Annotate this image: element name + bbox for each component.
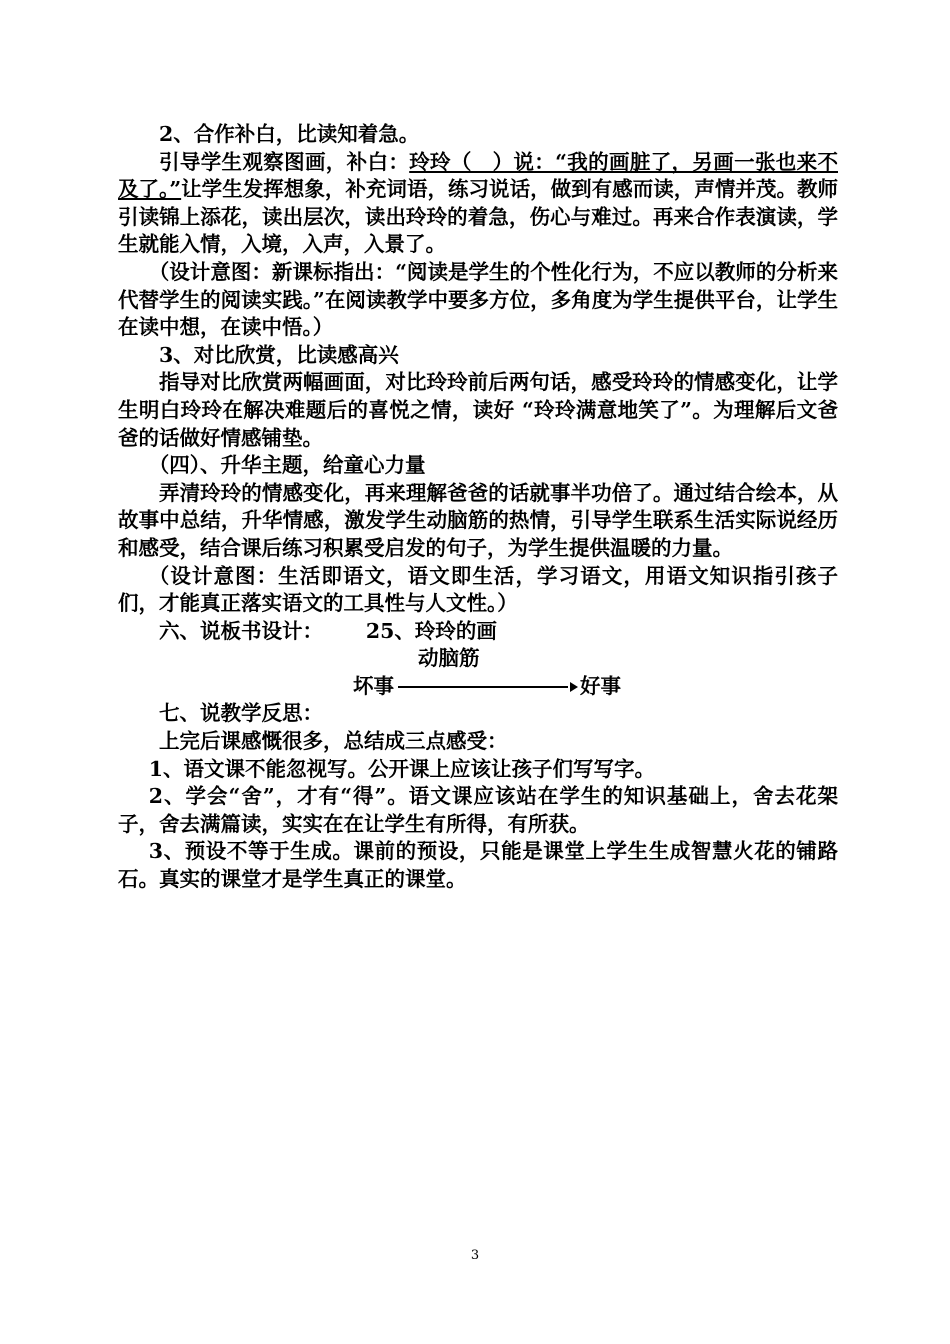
paragraph-reflection-intro: 上完后课感慨很多，总结成三点感受： [159,729,508,754]
paragraph-compare: 指导对比欣赏两幅画面，对比玲玲前后两句话，感受玲玲的情感变化，让学生明白玲玲在解决难题后的喜悦之情，读好 “玲玲满意地笑了”。为理解后文爸爸的话做好情感铺垫。 [118,370,838,450]
board-arrow-row [118,673,838,701]
board-design-line [118,618,838,646]
document-body [118,121,838,894]
guide-rest: 让学生发挥想象，补充词语，练习说话，做到有感而读，声情并茂。教师引读锦上添花，读出层次，读出玲玲的着急，伤心与难过。再来合作表演读，学生就能入情，入境，入声，入景了。 [118,177,838,257]
paragraph-reflection-3: 3、预设不等于生成。课前的预设，只能是课堂上学生生成智慧火花的铺路石。真实的课堂才是学生真正的课堂。 [118,839,838,892]
board-title: 25、玲玲的画 [365,618,497,643]
arrow-line [398,686,568,688]
heading-cooperation: 2、合作补白，比读知着急。 [159,122,420,146]
paragraph-guide [118,149,838,259]
heading-board-design: 六、说板书设计： [159,618,323,643]
guide-intro: 引导学生观察图画，补白： [159,149,410,174]
paragraph-reflection-2: 2、学会“舍”，才有“得”。语文课应该站在学生的知识基础上，舍去花架子，舍去满篇读，实实在在让学生有所得，有所获。 [118,784,838,836]
heading-reflection: 七、说教学反思： [159,701,323,726]
arrow-right-icon [570,682,578,692]
board-right-label: 好事 [580,673,621,698]
paragraph-section-4: 弄清玲玲的情感变化，再来理解爸爸的话就事半功倍了。通过结合绘本，从故事中总结，升华情感，激发学生动脑筋的热情，引导学生联系生活实际说经历和感受，结合课后练习积累受启发的句子，为学生提供温暖的力量。 [118,480,838,560]
page-number: 3 [470,1248,480,1263]
board-left-label: 坏事 [353,673,394,698]
heading-section-4: （四）、升华主题，给童心力量 [148,453,426,478]
paragraph-reflection-1: 1、语文课不能忽视写。公开课上应该让孩子们写写字。 [148,756,656,781]
board-middle-label: 动脑筋 [418,646,480,671]
heading-compare: 3、对比欣赏，比读感高兴 [159,342,399,367]
paragraph-design-intent-1: （设计意图：新课标指出：“阅读是学生的个性化行为，不应以教师的分析来代替学生的阅读实践。”在阅读教学中要多方位，多角度为学生提供平台，让学生在读中想，在读中悟。） [118,259,838,340]
paragraph-design-intent-2: （设计意图：生活即语文，语文即生活，学习语文，用语文知识指引孩子们，才能真正落实语文的工具性与人文性。） [118,563,838,616]
guide-underlined-quote: 玲玲（ ）说：“我的画脏了，另画一张也来不及了。” [118,149,838,202]
